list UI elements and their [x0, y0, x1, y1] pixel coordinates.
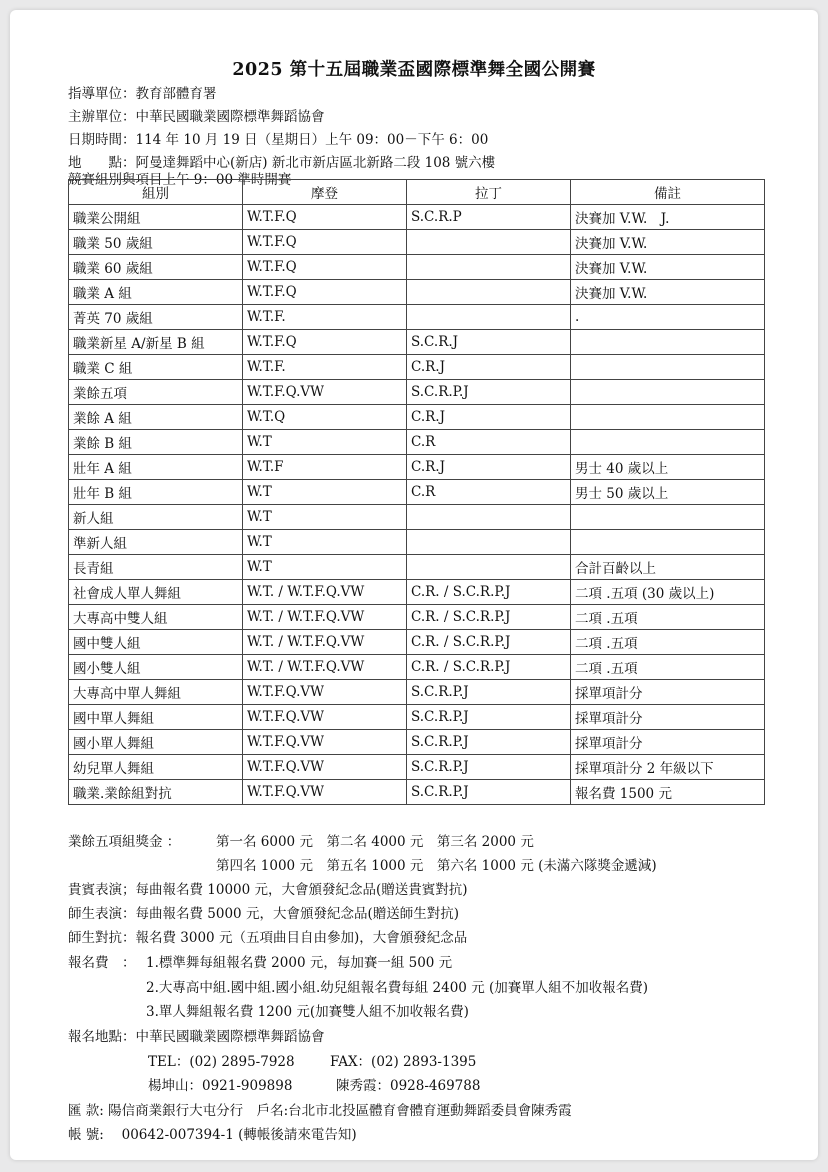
- table-row: [69, 330, 765, 355]
- cell-group: 業餘 B 組: [69, 430, 243, 455]
- table-row: [69, 630, 765, 655]
- cell-latin: [407, 505, 571, 530]
- cell-group: 社會成人單人舞組: [69, 580, 243, 605]
- header-remarks: 備註: [571, 180, 765, 205]
- cell-group: 新人組: [69, 505, 243, 530]
- cell-remarks: 採單項計分 2 年級以下: [571, 755, 765, 780]
- teacher-performance: 師生表演：每曲報名費 5000 元，大會頒發紀念品(贈送師生對抗): [68, 906, 459, 922]
- table-row: [69, 755, 765, 780]
- cell-modern: W.T.F.Q: [243, 205, 407, 230]
- info-competition-heading: 競賽組別與項目上午 9：00 準時開賽: [68, 172, 292, 188]
- cell-modern: W.T.F.: [243, 355, 407, 380]
- cell-modern: W.T.F: [243, 455, 407, 480]
- cell-remarks: 合計百齡以上: [571, 555, 765, 580]
- cell-remarks: 採單項計分: [571, 730, 765, 755]
- vip-performance: 貴賓表演；每曲報名費 10000 元，大會頒發紀念品(贈送貴賓對抗): [68, 882, 468, 898]
- cell-remarks: [571, 380, 765, 405]
- table-row: [69, 405, 765, 430]
- cell-latin: [407, 230, 571, 255]
- cell-latin: [407, 280, 571, 305]
- info-datetime: 日期時間：114 年 10 月 19 日（星期日）上午 09：00－下午 6：00: [68, 132, 489, 148]
- cell-modern: W.T.F.Q.VW: [243, 730, 407, 755]
- prize-line-1: 第一名 6000 元 第二名 4000 元 第三名 2000 元: [216, 834, 534, 850]
- competition-table: [68, 179, 765, 805]
- cell-remarks: 二項 .五項: [571, 630, 765, 655]
- header-group: 組別: [69, 180, 243, 205]
- cell-remarks: [571, 430, 765, 455]
- cell-remarks: 決賽加 V.W. J.: [571, 205, 765, 230]
- cell-remarks: 男士 50 歲以上: [571, 480, 765, 505]
- cell-group: 職業新星 A/新星 B 組: [69, 330, 243, 355]
- info-supervisor: 指導單位：教育部體育署: [68, 86, 217, 102]
- cell-remarks: [571, 505, 765, 530]
- fee-label: 報名費 ：: [68, 955, 136, 971]
- cell-modern: W.T. / W.T.F.Q.VW: [243, 605, 407, 630]
- cell-remarks: 採單項計分: [571, 680, 765, 705]
- cell-remarks: 決賽加 V.W.: [571, 280, 765, 305]
- cell-modern: W.T.F.Q.VW: [243, 755, 407, 780]
- cell-group: 幼兒單人舞組: [69, 755, 243, 780]
- fee-item-2: 2.大專高中組.國中組.國小組.幼兒組報名費每組 2400 元 (加賽單人組不加收報名費): [146, 980, 649, 996]
- prize-label: 業餘五項組獎金 ：: [68, 834, 181, 850]
- table-header-row: [69, 180, 765, 205]
- cell-group: 準新人組: [69, 530, 243, 555]
- table-row: [69, 380, 765, 405]
- cell-group: 職業 50 歲組: [69, 230, 243, 255]
- cell-remarks: .: [571, 305, 765, 330]
- cell-latin: [407, 530, 571, 555]
- cell-latin: C.R. / S.C.R.P.J: [407, 605, 571, 630]
- registration-place: 報名地點：中華民國職業國際標準舞蹈協會: [68, 1029, 325, 1045]
- header-modern: 摩登: [243, 180, 407, 205]
- cell-group: 長青組: [69, 555, 243, 580]
- fee-item-3: 3.單人舞組報名費 1200 元(加賽雙人組不加收報名費): [146, 1004, 469, 1020]
- cell-latin: C.R. / S.C.R.P.J: [407, 580, 571, 605]
- cell-group: 國中單人舞組: [69, 705, 243, 730]
- cell-group: 業餘 A 組: [69, 405, 243, 430]
- table-row: [69, 255, 765, 280]
- cell-modern: W.T.Q: [243, 405, 407, 430]
- cell-latin: [407, 555, 571, 580]
- info-organizer: 主辦單位：中華民國職業國際標準舞蹈協會: [68, 109, 325, 125]
- info-venue: 地 點：阿曼達舞蹈中心(新店) 新北市新店區北新路二段 108 號六樓: [68, 155, 496, 171]
- cell-modern: W.T. / W.T.F.Q.VW: [243, 580, 407, 605]
- cell-group: 壯年 A 組: [69, 455, 243, 480]
- contact-fax: FAX：(02) 2893-1395: [330, 1054, 477, 1070]
- cell-group: 職業.業餘組對抗: [69, 780, 243, 805]
- cell-latin: S.C.R.P.J: [407, 380, 571, 405]
- cell-group: 壯年 B 組: [69, 480, 243, 505]
- bank-info: 匯 款: 陽信商業銀行大屯分行 戶名:台北市北投區體育會體育運動舞蹈委員會陳秀霞: [68, 1103, 572, 1119]
- cell-remarks: [571, 330, 765, 355]
- table-row: [69, 780, 765, 805]
- cell-latin: C.R.J: [407, 455, 571, 480]
- table-row: [69, 355, 765, 380]
- table-row: [69, 605, 765, 630]
- cell-latin: S.C.R.P.J: [407, 705, 571, 730]
- cell-modern: W.T.F.Q: [243, 330, 407, 355]
- teacher-duel: 師生對抗：報名費 3000 元（五項曲目自由參加)，大會頒發紀念品: [68, 930, 468, 946]
- cell-latin: [407, 305, 571, 330]
- cell-group: 職業公開組: [69, 205, 243, 230]
- account-number: 帳 號: 00642-007394-1 (轉帳後請來電告知): [68, 1127, 357, 1143]
- cell-latin: S.C.R.P.J: [407, 680, 571, 705]
- cell-group: 大專高中雙人組: [69, 605, 243, 630]
- cell-latin: C.R.J: [407, 405, 571, 430]
- cell-latin: C.R: [407, 480, 571, 505]
- cell-modern: W.T. / W.T.F.Q.VW: [243, 630, 407, 655]
- table-row: [69, 730, 765, 755]
- table-row: [69, 230, 765, 255]
- table-row: [69, 580, 765, 605]
- cell-modern: W.T.F.Q.VW: [243, 380, 407, 405]
- contact-person-1: 楊坤山：0921-909898: [148, 1078, 293, 1094]
- fee-item-1: 1.標準舞每組報名費 2000 元，每加賽一組 500 元: [146, 955, 453, 971]
- document-title: 2025 第十五屆職業盃國際標準舞全國公開賽: [232, 60, 596, 80]
- cell-group: 職業 A 組: [69, 280, 243, 305]
- prize-line-2: 第四名 1000 元 第五名 1000 元 第六名 1000 元 (未滿六隊獎金遞減): [216, 858, 657, 874]
- cell-modern: W.T.F.Q.VW: [243, 680, 407, 705]
- table-row: [69, 705, 765, 730]
- cell-remarks: [571, 405, 765, 430]
- cell-modern: W.T: [243, 555, 407, 580]
- cell-remarks: 採單項計分: [571, 705, 765, 730]
- cell-modern: W.T.F.Q: [243, 280, 407, 305]
- cell-modern: W.T: [243, 480, 407, 505]
- cell-remarks: 決賽加 V.W.: [571, 230, 765, 255]
- cell-group: 國小單人舞組: [69, 730, 243, 755]
- table-row: [69, 655, 765, 680]
- cell-remarks: 二項 .五項 (30 歲以上): [571, 580, 765, 605]
- cell-latin: [407, 255, 571, 280]
- cell-remarks: [571, 355, 765, 380]
- table-row: [69, 430, 765, 455]
- document-page: [10, 10, 818, 1160]
- cell-latin: C.R. / S.C.R.P.J: [407, 655, 571, 680]
- cell-remarks: 報名費 1500 元: [571, 780, 765, 805]
- cell-remarks: 決賽加 V.W.: [571, 255, 765, 280]
- cell-modern: W.T: [243, 430, 407, 455]
- table-body: [69, 205, 765, 805]
- cell-group: 大專高中單人舞組: [69, 680, 243, 705]
- contact-tel: TEL：(02) 2895-7928: [148, 1054, 295, 1070]
- table-row: [69, 455, 765, 480]
- cell-modern: W.T.F.Q: [243, 255, 407, 280]
- cell-modern: W.T.F.Q: [243, 230, 407, 255]
- cell-latin: C.R. / S.C.R.P.J: [407, 630, 571, 655]
- cell-latin: C.R: [407, 430, 571, 455]
- cell-group: 業餘五項: [69, 380, 243, 405]
- cell-modern: W.T.F.Q.VW: [243, 780, 407, 805]
- cell-latin: S.C.R.J: [407, 330, 571, 355]
- table-row: [69, 305, 765, 330]
- cell-remarks: 二項 .五項: [571, 605, 765, 630]
- cell-latin: S.C.R.P: [407, 205, 571, 230]
- cell-latin: C.R.J: [407, 355, 571, 380]
- cell-latin: S.C.R.P.J: [407, 755, 571, 780]
- cell-modern: W.T.F.Q.VW: [243, 705, 407, 730]
- cell-remarks: [571, 530, 765, 555]
- cell-group: 國中雙人組: [69, 630, 243, 655]
- cell-remarks: 二項 .五項: [571, 655, 765, 680]
- contact-person-2: 陳秀霞：0928-469788: [336, 1078, 481, 1094]
- cell-modern: W.T.F.: [243, 305, 407, 330]
- table-row: [69, 280, 765, 305]
- cell-group: 職業 60 歲組: [69, 255, 243, 280]
- header-latin: 拉丁: [407, 180, 571, 205]
- table-row: [69, 205, 765, 230]
- table-row: [69, 530, 765, 555]
- table-row: [69, 480, 765, 505]
- cell-group: 職業 C 組: [69, 355, 243, 380]
- table-row: [69, 505, 765, 530]
- table-row: [69, 680, 765, 705]
- table-row: [69, 555, 765, 580]
- cell-remarks: 男士 40 歲以上: [571, 455, 765, 480]
- cell-latin: S.C.R.P.J: [407, 730, 571, 755]
- cell-group: 菁英 70 歲組: [69, 305, 243, 330]
- cell-latin: S.C.R.P.J: [407, 780, 571, 805]
- cell-group: 國小雙人組: [69, 655, 243, 680]
- cell-modern: W.T. / W.T.F.Q.VW: [243, 655, 407, 680]
- cell-modern: W.T: [243, 505, 407, 530]
- cell-modern: W.T: [243, 530, 407, 555]
